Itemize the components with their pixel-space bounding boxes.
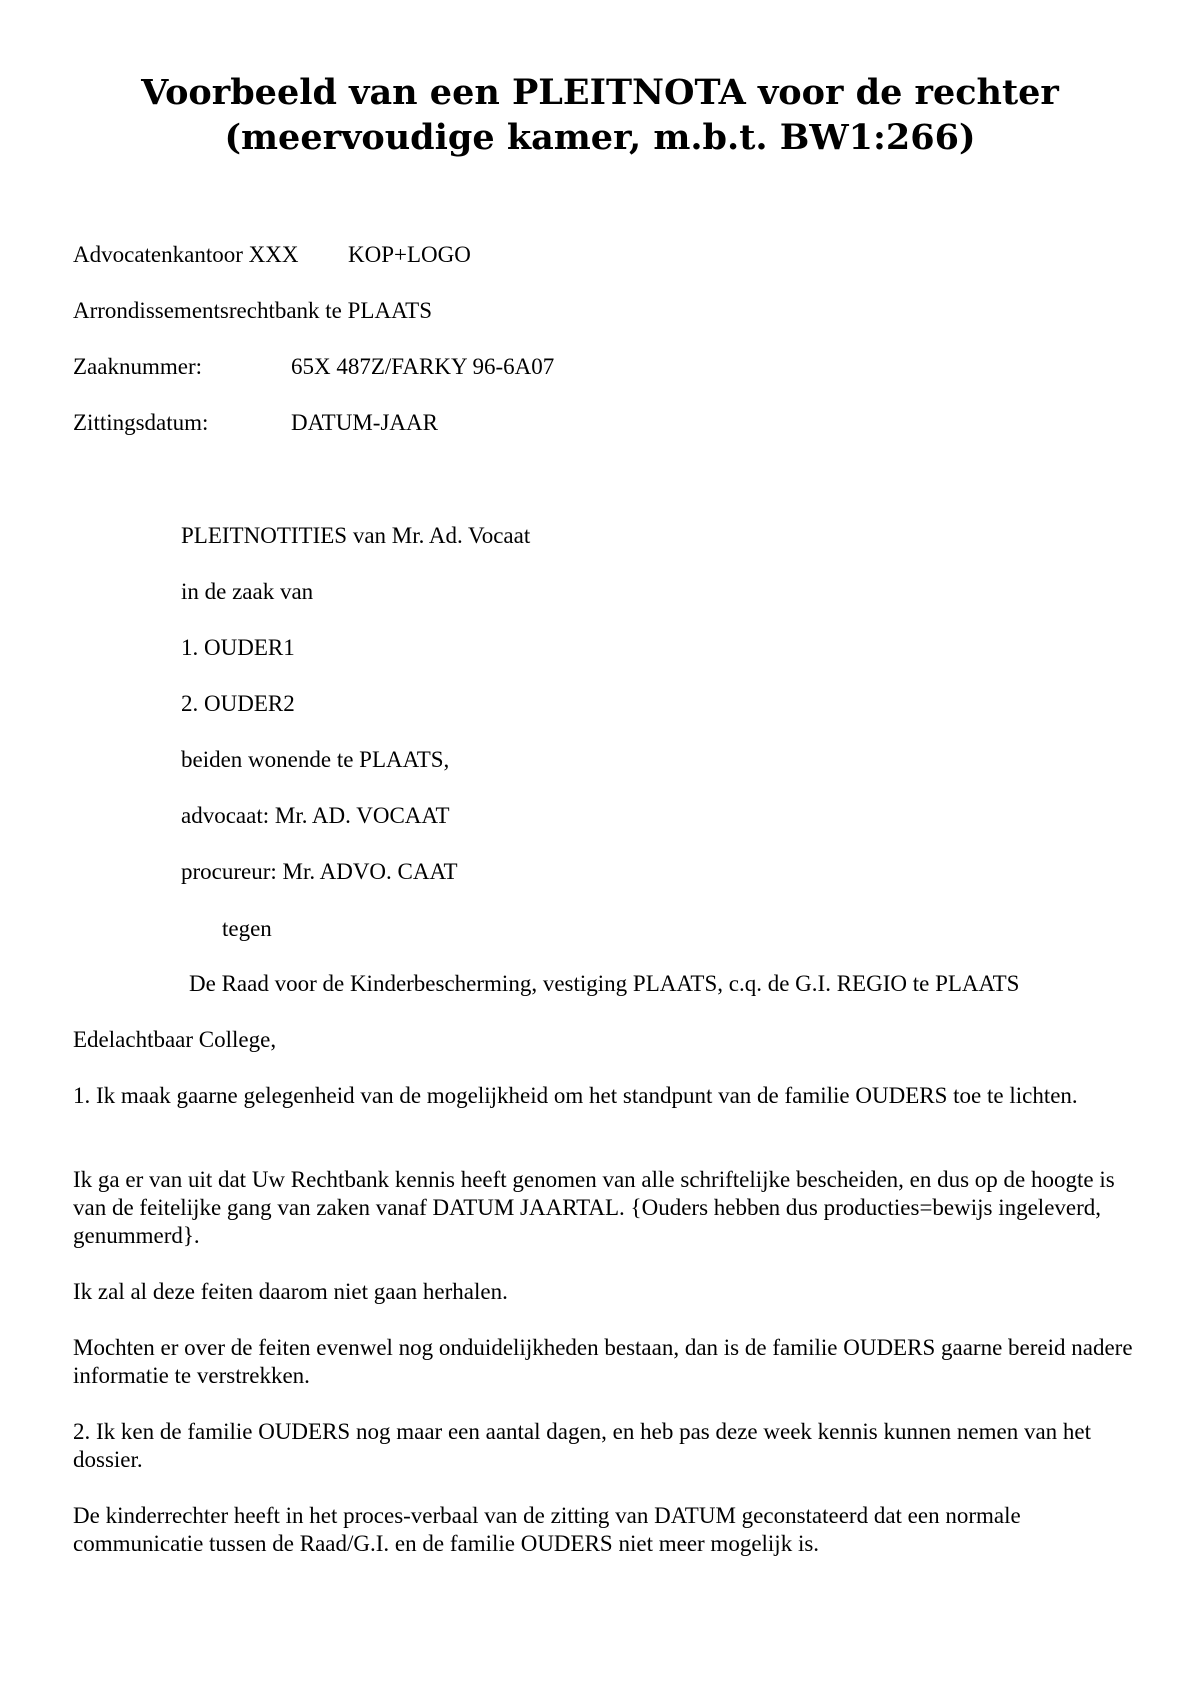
opposing-party: De Raad voor de Kinderbescherming, vestiging PLAATS, c.q. de G.I. REGIO te PLAATS (189, 971, 1020, 996)
body-paragraph-6: De kinderrechter heeft in het proces-verbaal van de zitting van DATUM geconstateerd dat een normale communicatie tussen de Raad/G.I. en de familie OUDERS niet meer mogelijk is. (73, 1503, 1021, 1556)
law-office-name: Advocatenkantoor XXX (73, 242, 299, 267)
prosecutor-line: procureur: Mr. ADVO. CAAT (181, 859, 458, 884)
party-1: 1. OUDER1 (181, 635, 295, 660)
party-2: 2. OUDER2 (181, 691, 295, 716)
case-number-value: 65X 487Z/FARKY 96-6A07 (291, 354, 555, 379)
parties-residence: beiden wonende te PLAATS, (181, 747, 450, 772)
document-title-line-1: Voorbeeld van een PLEITNOTA voor de rechter (141, 72, 1059, 113)
lawyer-line: advocaat: Mr. AD. VOCAAT (181, 803, 450, 828)
body-paragraph-2: Ik ga er van uit dat Uw Rechtbank kennis heeft genomen van alle schriftelijke bescheiden, en dus op de hoogte is van de feitelijke gang van zaken vanaf DATUM JAARTAL. {Ouders hebben dus producties=bewijs ingeleverd, genummerd}. (73, 1167, 1115, 1248)
body-paragraph-5: 2. Ik ken de familie OUDERS nog maar een aantal dagen, en heb pas deze week kennis kunnen nemen van het dossier. (73, 1419, 1092, 1472)
letterhead-logo-placeholder: KOP+LOGO (348, 242, 471, 267)
document-title-line-2: (meervoudige kamer, m.b.t. BW1:266) (224, 117, 976, 158)
against-line: tegen (222, 916, 272, 941)
pleading-heading: PLEITNOTITIES van Mr. Ad. Vocaat (181, 523, 531, 548)
case-number-label: Zaaknummer: (73, 354, 203, 379)
body-paragraph-1: 1. Ik maak gaarne gelegenheid van de mogelijkheid om het standpunt van de familie OUDERS toe te lichten. (73, 1083, 1078, 1108)
session-date-label: Zittingsdatum: (73, 410, 209, 435)
body-paragraph-4: Mochten er over de feiten evenwel nog onduidelijkheden bestaan, dan is de familie OUDERS gaarne bereid nadere informatie te verstrekken. (73, 1335, 1133, 1388)
session-date-value: DATUM-JAAR (291, 410, 438, 435)
court-name: Arrondissementsrechtbank te PLAATS (73, 298, 432, 323)
in-case-of: in de zaak van (181, 579, 314, 604)
body-paragraph-3: Ik zal al deze feiten daarom niet gaan herhalen. (73, 1279, 508, 1304)
salutation: Edelachtbaar College, (73, 1027, 277, 1052)
